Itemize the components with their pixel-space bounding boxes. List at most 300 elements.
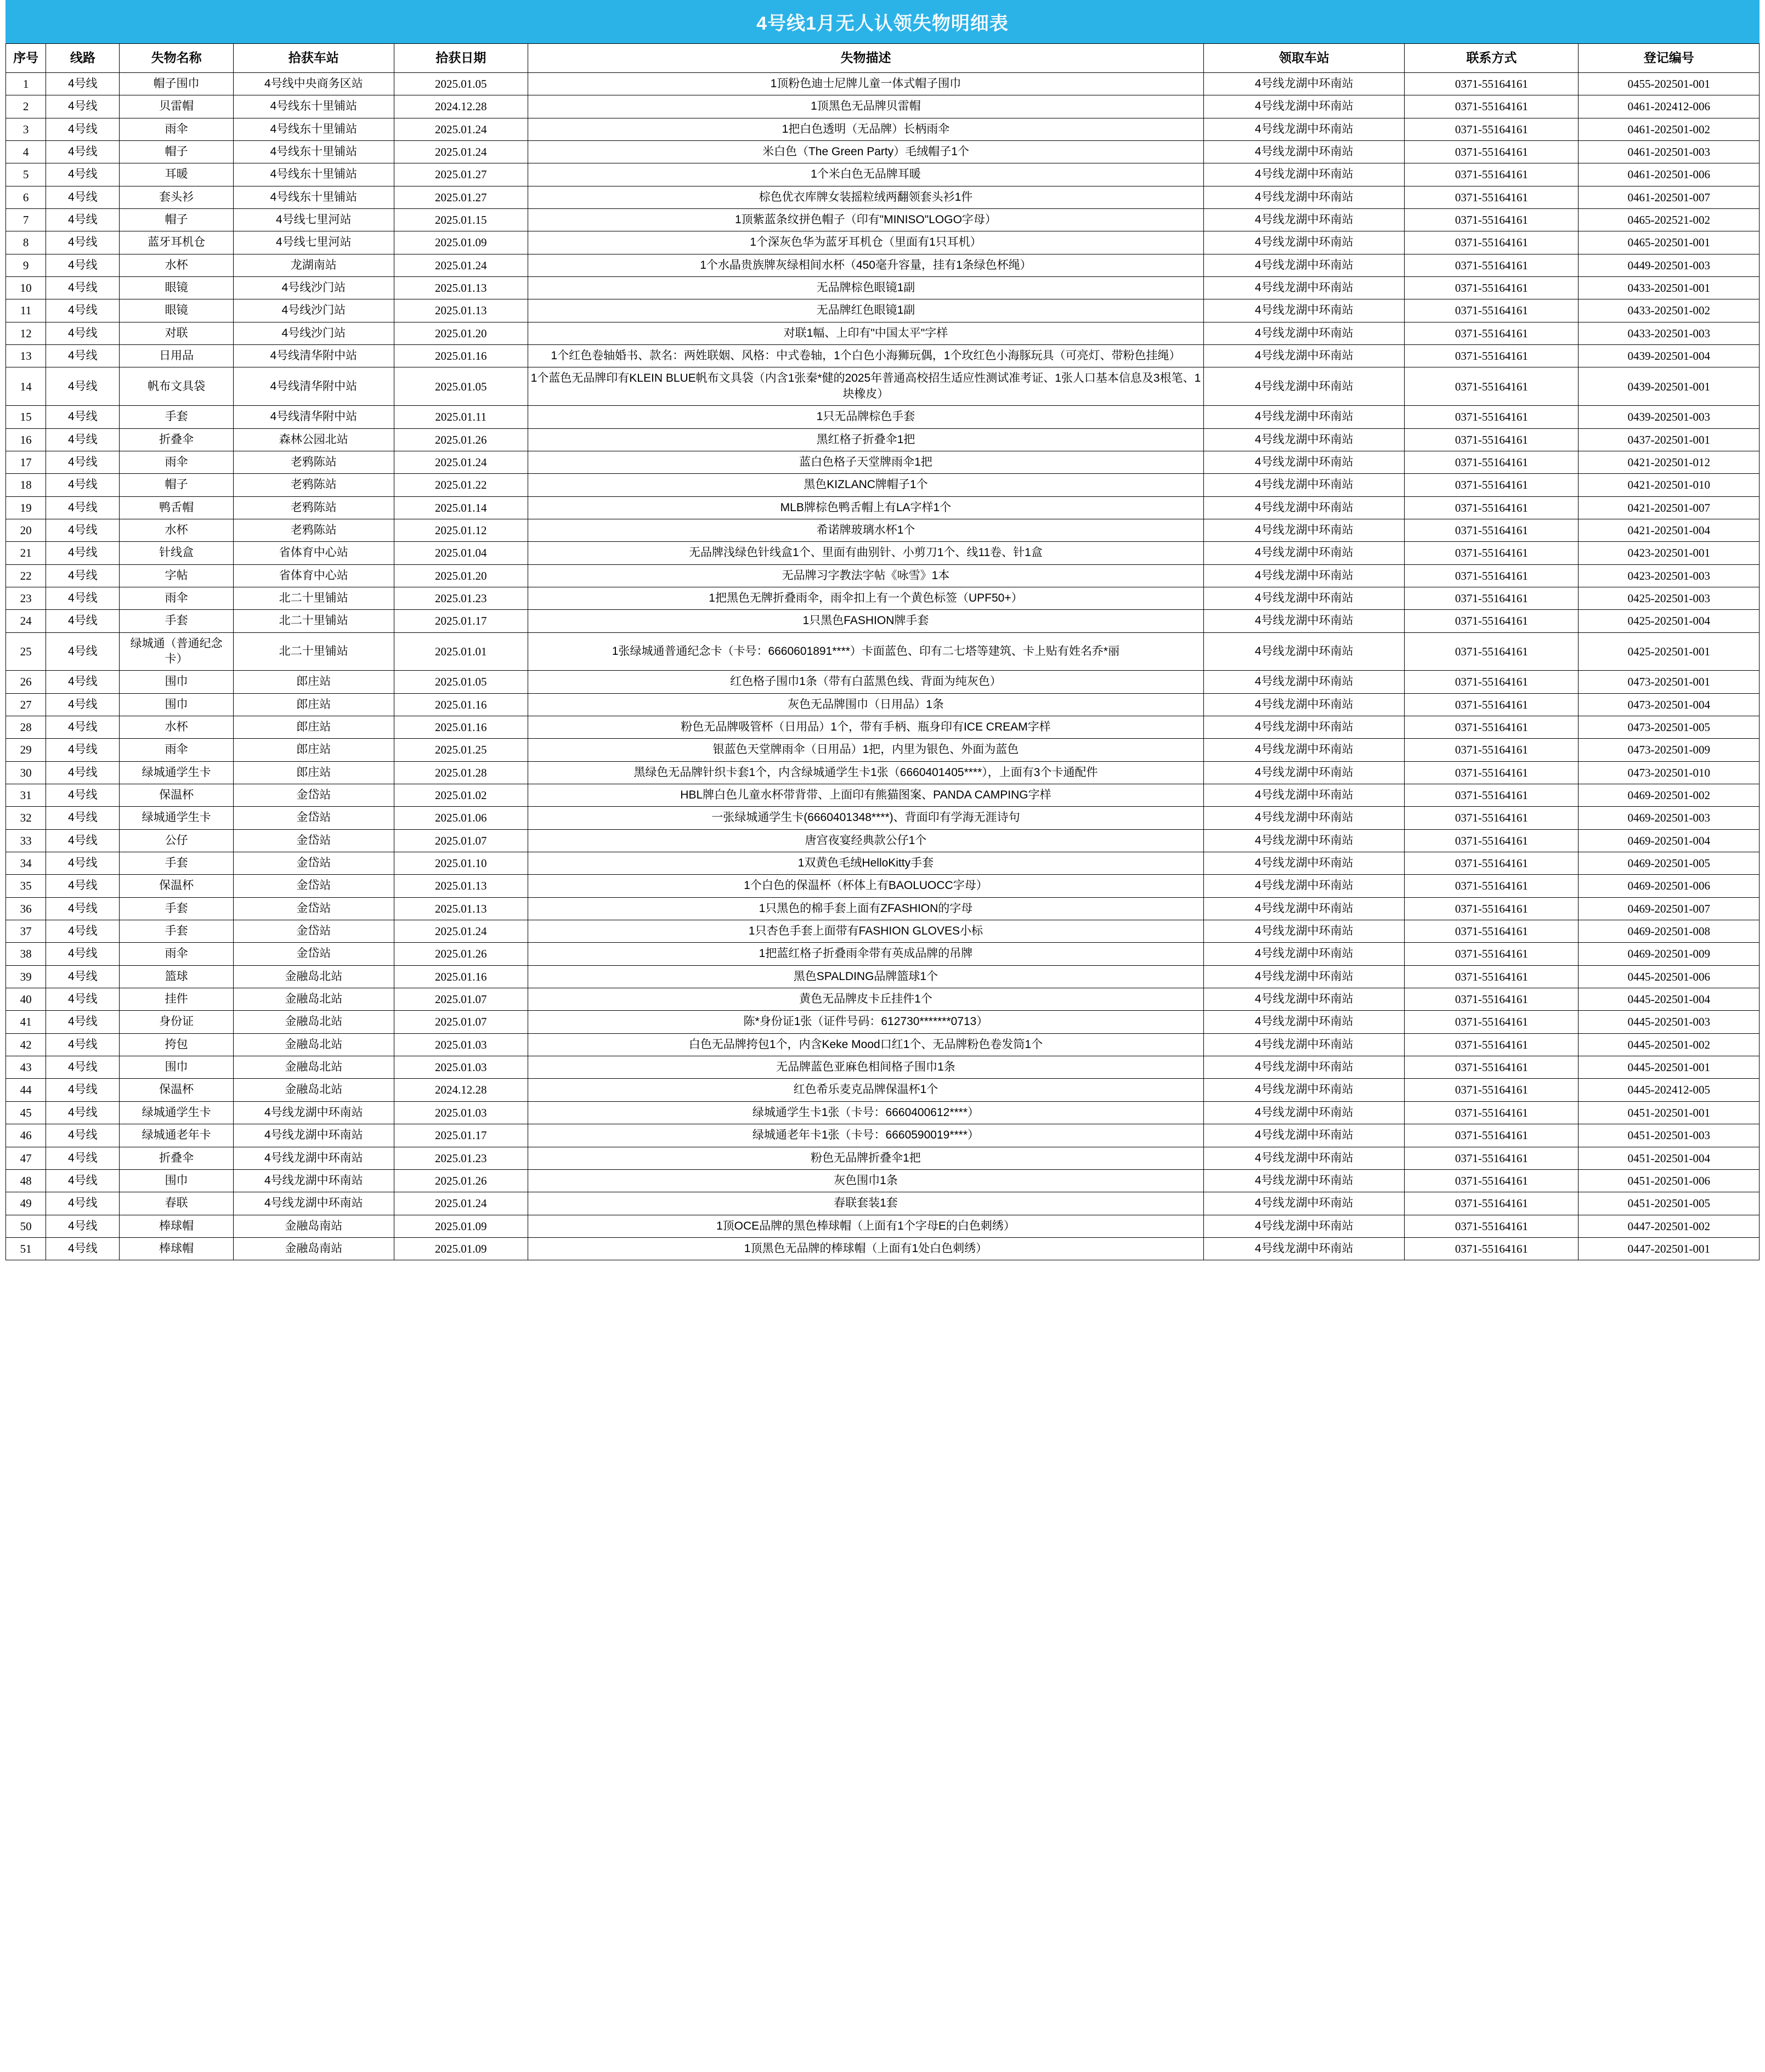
cell-claim-station: 4号线龙湖中环南站 (1204, 73, 1405, 95)
table-row (6, 632, 1760, 671)
cell-registration-code: 0473-202501-004 (1579, 693, 1760, 716)
cell-registration-code: 0455-202501-001 (1579, 73, 1760, 95)
cell-found-station: 金融岛北站 (233, 1033, 394, 1056)
cell-found-station: 4号线龙湖中环南站 (233, 1124, 394, 1147)
cell-found-station: 4号线龙湖中环南站 (233, 1101, 394, 1124)
cell-found-station: 4号线龙湖中环南站 (233, 1169, 394, 1192)
cell-found-station: 金融岛北站 (233, 965, 394, 988)
cell-claim-station: 4号线龙湖中环南站 (1204, 965, 1405, 988)
cell-registration-code: 0437-202501-001 (1579, 428, 1760, 451)
table-row (6, 186, 1760, 208)
cell-contact: 0371-55164161 (1405, 474, 1579, 496)
cell-found-station: 4号线中央商务区站 (233, 73, 394, 95)
cell-contact: 0371-55164161 (1405, 693, 1579, 716)
cell-found-station: 金岱站 (233, 829, 394, 852)
cell-description: 1顶黑色无品牌贝雷帽 (528, 95, 1203, 118)
cell-contact: 0371-55164161 (1405, 141, 1579, 163)
cell-line: 4号线 (46, 163, 120, 186)
cell-found-date: 2025.01.15 (394, 209, 528, 231)
cell-description: 1双黄色毛绒HelloKitty手套 (528, 852, 1203, 875)
cell-contact: 0371-55164161 (1405, 1147, 1579, 1169)
cell-contact: 0371-55164161 (1405, 920, 1579, 943)
cell-registration-code: 0433-202501-002 (1579, 299, 1760, 322)
cell-found-date: 2025.01.23 (394, 587, 528, 609)
cell-registration-code: 0469-202501-008 (1579, 920, 1760, 943)
cell-contact: 0371-55164161 (1405, 299, 1579, 322)
cell-description: 1只无品牌棕色手套 (528, 406, 1203, 428)
table-row (6, 693, 1760, 716)
column-header-line: 线路 (46, 44, 120, 73)
cell-no: 48 (6, 1169, 46, 1192)
cell-line: 4号线 (46, 118, 120, 140)
cell-contact: 0371-55164161 (1405, 610, 1579, 632)
cell-no: 12 (6, 322, 46, 344)
cell-line: 4号线 (46, 1079, 120, 1101)
cell-line: 4号线 (46, 761, 120, 784)
cell-found-station: 4号线沙门站 (233, 277, 394, 299)
cell-line: 4号线 (46, 784, 120, 807)
cell-contact: 0371-55164161 (1405, 209, 1579, 231)
cell-claim-station: 4号线龙湖中环南站 (1204, 367, 1405, 406)
cell-claim-station: 4号线龙湖中环南站 (1204, 807, 1405, 829)
cell-claim-station: 4号线龙湖中环南站 (1204, 1237, 1405, 1260)
table-row (6, 761, 1760, 784)
cell-no: 31 (6, 784, 46, 807)
cell-claim-station: 4号线龙湖中环南站 (1204, 920, 1405, 943)
cell-contact: 0371-55164161 (1405, 1079, 1579, 1101)
cell-item-name: 手套 (120, 920, 233, 943)
cell-claim-station: 4号线龙湖中环南站 (1204, 496, 1405, 519)
cell-item-name: 雨伞 (120, 118, 233, 140)
cell-line: 4号线 (46, 1124, 120, 1147)
cell-claim-station: 4号线龙湖中环南站 (1204, 693, 1405, 716)
cell-description: 一张绿城通学生卡(6660401348****)、背面印有学海无涯诗句 (528, 807, 1203, 829)
cell-line: 4号线 (46, 807, 120, 829)
cell-item-name: 手套 (120, 852, 233, 875)
column-header-no: 序号 (6, 44, 46, 73)
cell-contact: 0371-55164161 (1405, 829, 1579, 852)
cell-line: 4号线 (46, 1101, 120, 1124)
cell-registration-code: 0469-202501-009 (1579, 943, 1760, 965)
cell-claim-station: 4号线龙湖中环南站 (1204, 897, 1405, 920)
cell-no: 49 (6, 1192, 46, 1215)
cell-no: 42 (6, 1033, 46, 1056)
cell-description: 无品牌红色眼镜1副 (528, 299, 1203, 322)
cell-no: 13 (6, 345, 46, 367)
cell-description: 春联套装1套 (528, 1192, 1203, 1215)
cell-description: 唐宫夜宴经典款公仔1个 (528, 829, 1203, 852)
cell-contact: 0371-55164161 (1405, 186, 1579, 208)
cell-found-date: 2025.01.09 (394, 1237, 528, 1260)
cell-no: 1 (6, 73, 46, 95)
cell-found-date: 2025.01.16 (394, 716, 528, 738)
cell-item-name: 日用品 (120, 345, 233, 367)
cell-item-name: 绿城通学生卡 (120, 761, 233, 784)
cell-item-name: 套头衫 (120, 186, 233, 208)
table-row (6, 1079, 1760, 1101)
cell-found-date: 2025.01.12 (394, 519, 528, 541)
cell-found-station: 金岱站 (233, 943, 394, 965)
cell-registration-code: 0447-202501-001 (1579, 1237, 1760, 1260)
cell-item-name: 雨伞 (120, 587, 233, 609)
cell-registration-code: 0423-202501-003 (1579, 564, 1760, 587)
cell-description: 1顶黑色无品牌的棒球帽（上面有1处白色刺绣） (528, 1237, 1203, 1260)
cell-claim-station: 4号线龙湖中环南站 (1204, 852, 1405, 875)
cell-line: 4号线 (46, 345, 120, 367)
cell-line: 4号线 (46, 1237, 120, 1260)
cell-contact: 0371-55164161 (1405, 73, 1579, 95)
cell-registration-code: 0451-202501-004 (1579, 1147, 1760, 1169)
cell-description: 黑色SPALDING品牌篮球1个 (528, 965, 1203, 988)
cell-found-date: 2025.01.26 (394, 1169, 528, 1192)
cell-line: 4号线 (46, 1192, 120, 1215)
cell-contact: 0371-55164161 (1405, 1101, 1579, 1124)
cell-description: 无品牌习字教法字帖《咏雪》1本 (528, 564, 1203, 587)
cell-description: 灰色无品牌围巾（日用品）1条 (528, 693, 1203, 716)
cell-claim-station: 4号线龙湖中环南站 (1204, 322, 1405, 344)
cell-found-station: 北二十里铺站 (233, 587, 394, 609)
cell-item-name: 围巾 (120, 1056, 233, 1079)
cell-no: 47 (6, 1147, 46, 1169)
cell-found-station: 4号线龙湖中环南站 (233, 1147, 394, 1169)
cell-contact: 0371-55164161 (1405, 1169, 1579, 1192)
table-row (6, 784, 1760, 807)
cell-registration-code: 0445-202501-002 (1579, 1033, 1760, 1056)
cell-no: 16 (6, 428, 46, 451)
cell-description: 1张绿城通普通纪念卡（卡号：6660601891****）卡面蓝色、印有二七塔等建筑、卡上贴有姓名乔*丽 (528, 632, 1203, 671)
cell-registration-code: 0469-202501-004 (1579, 829, 1760, 852)
cell-found-date: 2025.01.16 (394, 345, 528, 367)
cell-no: 5 (6, 163, 46, 186)
table-body (6, 73, 1760, 1260)
cell-description: 米白色（The Green Party）毛绒帽子1个 (528, 141, 1203, 163)
cell-line: 4号线 (46, 231, 120, 254)
cell-claim-station: 4号线龙湖中环南站 (1204, 519, 1405, 541)
cell-found-date: 2025.01.07 (394, 988, 528, 1011)
table-row (6, 163, 1760, 186)
column-header-registration-code: 登记编号 (1579, 44, 1760, 73)
cell-line: 4号线 (46, 367, 120, 406)
table-row (6, 1011, 1760, 1033)
cell-found-station: 北二十里铺站 (233, 632, 394, 671)
cell-no: 4 (6, 141, 46, 163)
cell-found-station: 4号线东十里铺站 (233, 163, 394, 186)
cell-no: 38 (6, 943, 46, 965)
table-row (6, 209, 1760, 231)
cell-found-station: 郎庄站 (233, 716, 394, 738)
cell-item-name: 针线盒 (120, 542, 233, 564)
table-row (6, 1215, 1760, 1237)
table-row (6, 141, 1760, 163)
cell-found-date: 2025.01.26 (394, 428, 528, 451)
cell-registration-code: 0473-202501-005 (1579, 716, 1760, 738)
cell-registration-code: 0425-202501-003 (1579, 587, 1760, 609)
cell-registration-code: 0423-202501-001 (1579, 542, 1760, 564)
cell-line: 4号线 (46, 406, 120, 428)
cell-registration-code: 0445-202501-004 (1579, 988, 1760, 1011)
cell-item-name: 手套 (120, 897, 233, 920)
cell-no: 15 (6, 406, 46, 428)
cell-no: 43 (6, 1056, 46, 1079)
cell-item-name: 绿城通学生卡 (120, 1101, 233, 1124)
cell-found-date: 2025.01.07 (394, 829, 528, 852)
cell-contact: 0371-55164161 (1405, 761, 1579, 784)
cell-contact: 0371-55164161 (1405, 428, 1579, 451)
cell-found-date: 2025.01.01 (394, 632, 528, 671)
column-header-item-name: 失物名称 (120, 44, 233, 73)
cell-line: 4号线 (46, 209, 120, 231)
cell-claim-station: 4号线龙湖中环南站 (1204, 542, 1405, 564)
cell-no: 44 (6, 1079, 46, 1101)
cell-description: MLB牌棕色鸭舌帽上有LA字样1个 (528, 496, 1203, 519)
cell-claim-station: 4号线龙湖中环南站 (1204, 1169, 1405, 1192)
table-row (6, 1169, 1760, 1192)
cell-item-name: 棒球帽 (120, 1237, 233, 1260)
cell-claim-station: 4号线龙湖中环南站 (1204, 1056, 1405, 1079)
cell-claim-station: 4号线龙湖中环南站 (1204, 277, 1405, 299)
table-row (6, 118, 1760, 140)
column-header-found-date: 拾获日期 (394, 44, 528, 73)
cell-found-date: 2025.01.24 (394, 254, 528, 276)
cell-description: 灰色围巾1条 (528, 1169, 1203, 1192)
cell-contact: 0371-55164161 (1405, 671, 1579, 693)
cell-no: 21 (6, 542, 46, 564)
cell-registration-code: 0461-202412-006 (1579, 95, 1760, 118)
cell-found-station: 4号线东十里铺站 (233, 141, 394, 163)
cell-found-date: 2025.01.13 (394, 299, 528, 322)
cell-item-name: 春联 (120, 1192, 233, 1215)
table-row (6, 322, 1760, 344)
cell-found-date: 2025.01.03 (394, 1101, 528, 1124)
cell-claim-station: 4号线龙湖中环南站 (1204, 1147, 1405, 1169)
cell-contact: 0371-55164161 (1405, 345, 1579, 367)
cell-line: 4号线 (46, 875, 120, 897)
cell-description: 1个米白色无品牌耳暖 (528, 163, 1203, 186)
cell-description: 对联1幅、上印有"中国太平"字样 (528, 322, 1203, 344)
cell-contact: 0371-55164161 (1405, 254, 1579, 276)
cell-found-station: 4号线沙门站 (233, 299, 394, 322)
cell-no: 35 (6, 875, 46, 897)
cell-item-name: 挎包 (120, 1033, 233, 1056)
cell-line: 4号线 (46, 920, 120, 943)
cell-found-date: 2025.01.09 (394, 231, 528, 254)
cell-found-station: 4号线清华附中站 (233, 367, 394, 406)
cell-found-date: 2025.01.24 (394, 141, 528, 163)
cell-item-name: 水杯 (120, 254, 233, 276)
table-row (6, 716, 1760, 738)
cell-found-date: 2025.01.16 (394, 965, 528, 988)
table-row (6, 965, 1760, 988)
cell-contact: 0371-55164161 (1405, 542, 1579, 564)
cell-contact: 0371-55164161 (1405, 1215, 1579, 1237)
table-row (6, 739, 1760, 761)
page-title: 4号线1月无人认领失物明细表 (5, 0, 1760, 43)
cell-found-station: 4号线东十里铺站 (233, 118, 394, 140)
cell-claim-station: 4号线龙湖中环南站 (1204, 299, 1405, 322)
cell-found-station: 金岱站 (233, 852, 394, 875)
cell-description: 1把黑色无牌折叠雨伞，雨伞扣上有一个黄色标签（UPF50+） (528, 587, 1203, 609)
cell-contact: 0371-55164161 (1405, 943, 1579, 965)
cell-found-station: 4号线东十里铺站 (233, 186, 394, 208)
cell-line: 4号线 (46, 73, 120, 95)
cell-found-date: 2025.01.22 (394, 474, 528, 496)
cell-description: 白色无品牌挎包1个，内含Keke Mood口红1个、无品牌粉色卷发筒1个 (528, 1033, 1203, 1056)
cell-found-station: 郎庄站 (233, 693, 394, 716)
cell-registration-code: 0445-202412-005 (1579, 1079, 1760, 1101)
cell-contact: 0371-55164161 (1405, 564, 1579, 587)
cell-item-name: 绿城通学生卡 (120, 807, 233, 829)
lost-property-table (5, 43, 1760, 1260)
cell-description: 1个蓝色无品牌印有KLEIN BLUE帆布文具袋（内含1张秦*健的2025年普通高校招生适应性测试准考证、1张人口基本信息及3根笔、1块橡皮） (528, 367, 1203, 406)
cell-contact: 0371-55164161 (1405, 807, 1579, 829)
cell-found-station: 4号线清华附中站 (233, 345, 394, 367)
table-row (6, 542, 1760, 564)
cell-description: 银蓝色天堂牌雨伞（日用品）1把，内里为银色、外面为蓝色 (528, 739, 1203, 761)
table-row (6, 829, 1760, 852)
cell-line: 4号线 (46, 519, 120, 541)
cell-claim-station: 4号线龙湖中环南站 (1204, 587, 1405, 609)
cell-description: 黑绿色无品牌针织卡套1个，内含绿城通学生卡1张（6660401405****），上面有3个卡通配件 (528, 761, 1203, 784)
cell-registration-code: 0473-202501-010 (1579, 761, 1760, 784)
cell-found-station: 省体育中心站 (233, 564, 394, 587)
cell-registration-code: 0433-202501-003 (1579, 322, 1760, 344)
cell-description: 无品牌浅绿色针线盒1个、里面有曲别针、小剪刀1个、线11卷、针1盒 (528, 542, 1203, 564)
cell-item-name: 帆布文具袋 (120, 367, 233, 406)
cell-item-name: 棒球帽 (120, 1215, 233, 1237)
cell-item-name: 折叠伞 (120, 1147, 233, 1169)
table-row (6, 496, 1760, 519)
table-row (6, 1124, 1760, 1147)
cell-line: 4号线 (46, 829, 120, 852)
cell-claim-station: 4号线龙湖中环南站 (1204, 345, 1405, 367)
cell-registration-code: 0439-202501-001 (1579, 367, 1760, 406)
cell-line: 4号线 (46, 693, 120, 716)
table-row (6, 807, 1760, 829)
cell-no: 11 (6, 299, 46, 322)
cell-contact: 0371-55164161 (1405, 496, 1579, 519)
table-row (6, 875, 1760, 897)
cell-line: 4号线 (46, 610, 120, 632)
cell-item-name: 围巾 (120, 693, 233, 716)
table-row (6, 587, 1760, 609)
cell-registration-code: 0445-202501-006 (1579, 965, 1760, 988)
cell-contact: 0371-55164161 (1405, 587, 1579, 609)
cell-claim-station: 4号线龙湖中环南站 (1204, 1011, 1405, 1033)
cell-line: 4号线 (46, 965, 120, 988)
cell-found-date: 2025.01.24 (394, 1192, 528, 1215)
table-row (6, 1237, 1760, 1260)
table-row (6, 564, 1760, 587)
table-row (6, 1033, 1760, 1056)
cell-found-station: 4号线七里河站 (233, 209, 394, 231)
cell-claim-station: 4号线龙湖中环南站 (1204, 231, 1405, 254)
cell-claim-station: 4号线龙湖中环南站 (1204, 632, 1405, 671)
cell-found-station: 4号线沙门站 (233, 322, 394, 344)
cell-contact: 0371-55164161 (1405, 367, 1579, 406)
cell-line: 4号线 (46, 254, 120, 276)
table-row (6, 519, 1760, 541)
cell-registration-code: 0439-202501-004 (1579, 345, 1760, 367)
cell-item-name: 帽子 (120, 474, 233, 496)
table-row (6, 1056, 1760, 1079)
cell-found-date: 2025.01.23 (394, 1147, 528, 1169)
cell-found-station: 森林公园北站 (233, 428, 394, 451)
cell-claim-station: 4号线龙湖中环南站 (1204, 254, 1405, 276)
table-row (6, 671, 1760, 693)
cell-description: 无品牌蓝色亚麻色相间格子围巾1条 (528, 1056, 1203, 1079)
cell-contact: 0371-55164161 (1405, 897, 1579, 920)
cell-contact: 0371-55164161 (1405, 716, 1579, 738)
cell-line: 4号线 (46, 632, 120, 671)
cell-no: 10 (6, 277, 46, 299)
table-row (6, 897, 1760, 920)
cell-no: 28 (6, 716, 46, 738)
cell-line: 4号线 (46, 739, 120, 761)
cell-item-name: 鸭舌帽 (120, 496, 233, 519)
cell-line: 4号线 (46, 1147, 120, 1169)
cell-registration-code: 0473-202501-001 (1579, 671, 1760, 693)
cell-no: 22 (6, 564, 46, 587)
cell-contact: 0371-55164161 (1405, 163, 1579, 186)
cell-claim-station: 4号线龙湖中环南站 (1204, 1192, 1405, 1215)
cell-no: 36 (6, 897, 46, 920)
cell-item-name: 眼镜 (120, 299, 233, 322)
table-row (6, 610, 1760, 632)
cell-no: 27 (6, 693, 46, 716)
cell-line: 4号线 (46, 716, 120, 738)
cell-contact: 0371-55164161 (1405, 965, 1579, 988)
cell-found-date: 2025.01.25 (394, 739, 528, 761)
cell-item-name: 帽子 (120, 209, 233, 231)
cell-found-station: 金融岛北站 (233, 1011, 394, 1033)
cell-line: 4号线 (46, 141, 120, 163)
cell-found-station: 4号线东十里铺站 (233, 95, 394, 118)
cell-found-date: 2025.01.04 (394, 542, 528, 564)
cell-claim-station: 4号线龙湖中环南站 (1204, 988, 1405, 1011)
table-row (6, 231, 1760, 254)
cell-description: 希诺牌玻璃水杯1个 (528, 519, 1203, 541)
table-row (6, 943, 1760, 965)
table-row (6, 920, 1760, 943)
table-row (6, 367, 1760, 406)
cell-claim-station: 4号线龙湖中环南站 (1204, 1079, 1405, 1101)
cell-found-station: 金融岛南站 (233, 1215, 394, 1237)
cell-registration-code: 0465-202521-002 (1579, 209, 1760, 231)
cell-no: 26 (6, 671, 46, 693)
cell-claim-station: 4号线龙湖中环南站 (1204, 761, 1405, 784)
cell-no: 39 (6, 965, 46, 988)
cell-found-station: 金融岛北站 (233, 1056, 394, 1079)
cell-contact: 0371-55164161 (1405, 1124, 1579, 1147)
cell-found-station: 金岱站 (233, 784, 394, 807)
table-row (6, 852, 1760, 875)
cell-item-name: 对联 (120, 322, 233, 344)
cell-no: 17 (6, 451, 46, 473)
cell-found-station: 老鸦陈站 (233, 519, 394, 541)
cell-item-name: 手套 (120, 610, 233, 632)
cell-found-station: 金融岛北站 (233, 988, 394, 1011)
cell-found-date: 2025.01.27 (394, 163, 528, 186)
cell-description: 红色格子围巾1条（带有白蓝黑色线、背面为纯灰色） (528, 671, 1203, 693)
cell-found-station: 4号线七里河站 (233, 231, 394, 254)
cell-claim-station: 4号线龙湖中环南站 (1204, 428, 1405, 451)
cell-claim-station: 4号线龙湖中环南站 (1204, 406, 1405, 428)
cell-description: 1个深灰色华为蓝牙耳机仓（里面有1只耳机） (528, 231, 1203, 254)
cell-line: 4号线 (46, 1056, 120, 1079)
cell-found-date: 2025.01.17 (394, 610, 528, 632)
cell-description: HBL牌白色儿童水杯带背带、上面印有熊猫图案、PANDA CAMPING字样 (528, 784, 1203, 807)
cell-found-station: 金岱站 (233, 875, 394, 897)
